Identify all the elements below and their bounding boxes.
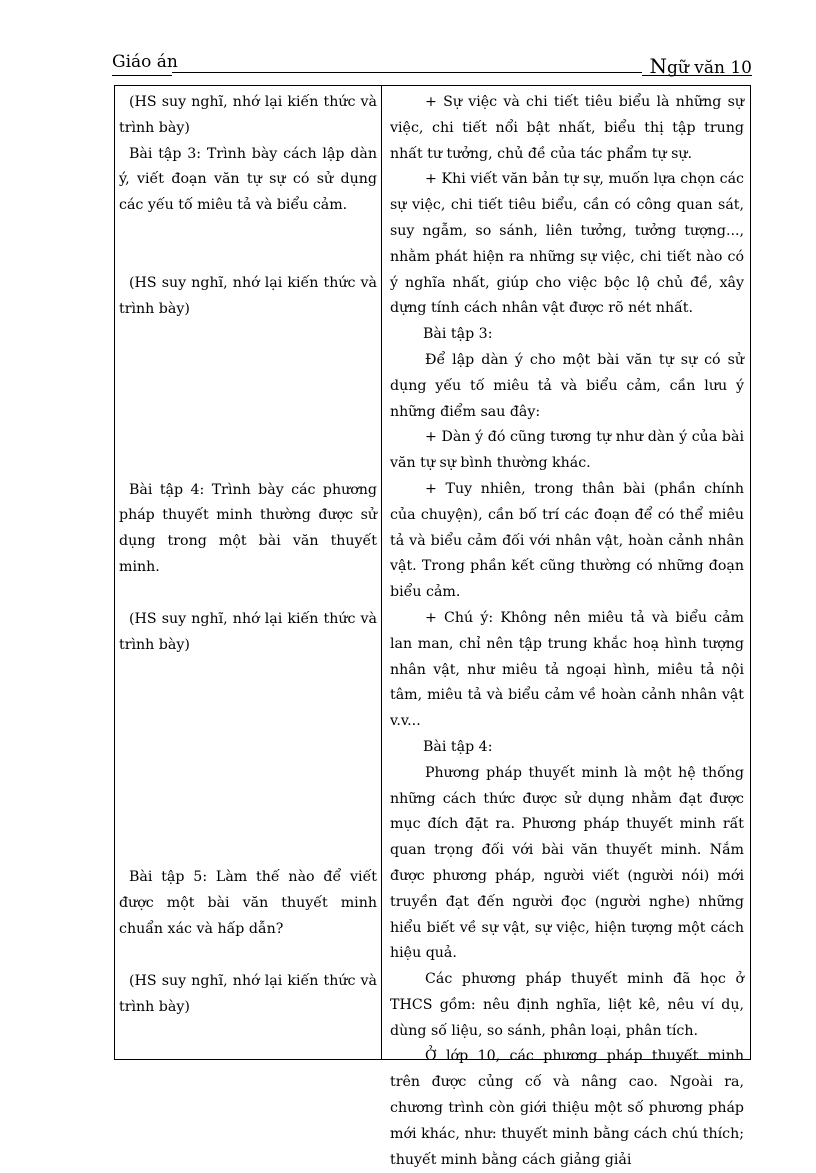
left-para: Bài tập 3: Trình bày cách lập dàn ý, viết đoạn văn tự sự có sử dụng các yếu tố miêu tả và biểu cảm. — [119, 145, 377, 214]
left-column — [119, 90, 377, 1020]
column-divider — [381, 85, 382, 1060]
right-para: Ở lớp 10, các phương pháp thuyết minh trên được củng cố và nâng cao. Ngoài ra, chương trình còn giới thiệu một số phương pháp mới khác, như: thuyết minh bằng cách chú thích; thuyết minh bằng cách giảng giải — [390, 1048, 744, 1168]
page-header — [112, 50, 752, 80]
left-para: Bài tập 4: Trình bày các phương pháp thuyết minh thường được sử dụng trong một bài văn thuyết minh. — [119, 481, 377, 575]
left-para: (HS suy nghĩ, nhớ lại kiến thức và trình bày) — [119, 972, 377, 1015]
right-para: + Chú ý: Không nên miêu tả và biểu cảm lan man, chỉ nên tập trung khắc hoạ hình tượng nhân vật, như miêu tả ngoại hình, miêu tả nội tâm, miêu tả và biểu cảm về hoàn cảnh nhân vật v.v... — [390, 609, 744, 730]
header-right-title — [650, 54, 752, 78]
header-right-initial: N — [649, 54, 668, 78]
right-para: + Tuy nhiên, trong thân bài (phần chính của chuyện), cần bố trí các đoạn để có thể miêu tả và biểu cảm đối với nhân vật, hoàn cảnh nhân vật. Trong phần kết cũng thường có những đoạn biểu cảm. — [390, 480, 744, 601]
left-para: (HS suy nghĩ, nhớ lại kiến thức và trình bày) — [119, 274, 377, 317]
header-right-rest: gữ văn 10 — [667, 58, 752, 78]
header-left-title: Giáo án — [112, 52, 178, 72]
left-para: (HS suy nghĩ, nhớ lại kiến thức và trình bày) — [119, 610, 377, 653]
right-para: Phương pháp thuyết minh là một hệ thống những cách thức được sử dụng nhằm đạt được mục đích đặt ra. Phương pháp thuyết minh rất quan trọng đối với bài văn thuyết minh. Nắm được phương pháp, người viết (người nói) mới truyền đạt đến người đọc (người nghe) những hiểu biết về sự vật, sự việc, hiện tượng một cách hiệu quả. — [390, 764, 744, 962]
right-para: + Dàn ý đó cũng tương tự như dàn ý của bài văn tự sự bình thường khác. — [390, 429, 744, 472]
right-para: Để lập dàn ý cho một bài văn tự sự có sử dụng yếu tố miêu tả và biểu cảm, cần lưu ý những điểm sau đây: — [390, 351, 744, 420]
header-rule-start — [112, 75, 172, 76]
right-para: Bài tập 4: — [423, 738, 493, 755]
right-para: Bài tập 3: — [423, 326, 493, 343]
right-column — [390, 90, 744, 1173]
left-para: (HS suy nghĩ, nhớ lại kiến thức và trình bày) — [119, 94, 377, 136]
header-rule-middle — [172, 72, 642, 73]
right-para: + Sự việc và chi tiết tiêu biểu là những sự việc, chi tiết nổi bật nhất, biểu thị tập trung nhất tư tưởng, chủ đề của tác phẩm tự sự. — [390, 94, 744, 162]
right-para: Các phương pháp thuyết minh đã học ở THCS gồm: nêu định nghĩa, liệt kê, nêu ví dụ, dùng số liệu, so sánh, phân loại, phân tích. — [390, 971, 744, 1039]
left-para: Bài tập 5: Làm thế nào để viết được một bài văn thuyết minh chuẩn xác và hấp dẫn? — [119, 869, 377, 937]
right-para: + Khi viết văn bản tự sự, muốn lựa chọn các sự việc, chi tiết tiêu biểu, cần có công quan sát, suy ngẫm, so sánh, liên tưởng, tưởng tượng..., nhằm phát hiện ra những sự việc, chi tiết nào có ý nghĩa nhất, giúp cho việc bộc lộ chủ đề, xây dựng tính cách nhân vật được rõ nét nhất. — [390, 171, 744, 317]
